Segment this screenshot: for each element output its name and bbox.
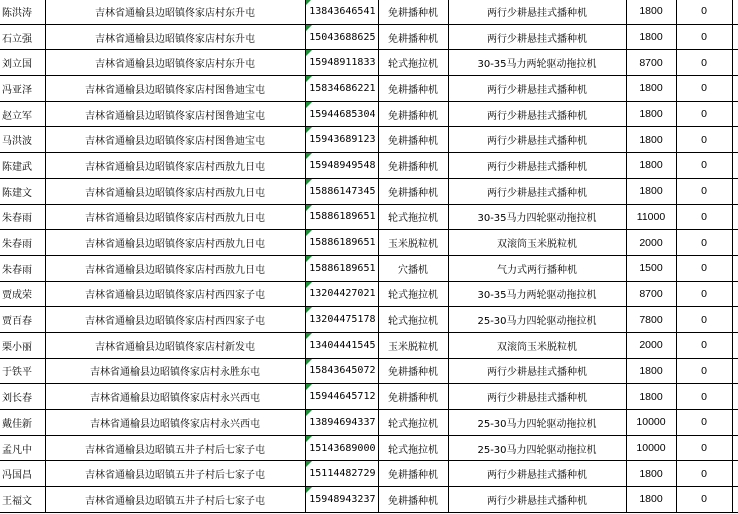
number-as-text-indicator-icon: [306, 487, 312, 493]
table-row: [0, 435, 738, 461]
name-cell[interactable]: 陈建武: [0, 153, 45, 179]
phone-cell[interactable]: [305, 255, 378, 281]
number-as-text-indicator-icon: [306, 436, 312, 442]
address-cell[interactable]: 吉林省通榆县边昭镇五井子村后七家子屯: [45, 461, 305, 487]
name-cell[interactable]: 孟凡中: [0, 435, 45, 461]
number-as-text-indicator-icon: [306, 282, 312, 288]
extra-value-cell[interactable]: 0: [676, 358, 732, 384]
phone-text: 15944685304: [309, 108, 376, 120]
price-cell[interactable]: 1800: [626, 0, 676, 24]
name-cell[interactable]: 陈建文: [0, 178, 45, 204]
extra-value-cell[interactable]: 0: [676, 255, 732, 281]
extra-value-cell[interactable]: 0: [676, 24, 732, 50]
table-row: [0, 307, 738, 333]
name-cell[interactable]: 陈洪涛: [0, 0, 45, 24]
machine-type-cell[interactable]: 玉米脱粒机: [378, 230, 448, 256]
phone-cell[interactable]: [305, 76, 378, 102]
name-cell[interactable]: 贾成荣: [0, 281, 45, 307]
address-cell[interactable]: 吉林省通榆县边昭镇佟家店村图鲁迪宝屯: [45, 101, 305, 127]
machine-type-cell[interactable]: 轮式拖拉机: [378, 204, 448, 230]
number-as-text-indicator-icon: [306, 25, 312, 31]
machine-type-cell[interactable]: 轮式拖拉机: [378, 410, 448, 436]
machine-model-cell[interactable]: 30-35马力四轮驱动拖拉机: [448, 204, 626, 230]
table-row: [0, 101, 738, 127]
name-cell[interactable]: 冯国昌: [0, 461, 45, 487]
price-cell[interactable]: 7800: [626, 307, 676, 333]
machine-type-cell[interactable]: 轮式拖拉机: [378, 281, 448, 307]
machine-model-cell[interactable]: 25-30马力四轮驱动拖拉机: [448, 410, 626, 436]
table-row: [0, 153, 738, 179]
number-as-text-indicator-icon: [306, 410, 312, 416]
next-column-edge[interactable]: [732, 0, 738, 24]
price-cell[interactable]: 11000: [626, 204, 676, 230]
phone-cell[interactable]: [305, 153, 378, 179]
price-cell[interactable]: 8700: [626, 50, 676, 76]
name-cell[interactable]: 石立强: [0, 24, 45, 50]
machine-model-cell[interactable]: 两行少耕悬挂式播种机: [448, 127, 626, 153]
machine-model-cell[interactable]: 两行少耕悬挂式播种机: [448, 101, 626, 127]
name-cell[interactable]: 赵立军: [0, 101, 45, 127]
machine-type-cell[interactable]: 免耕播种机: [378, 461, 448, 487]
machine-model-cell[interactable]: 两行少耕悬挂式播种机: [448, 24, 626, 50]
name-cell[interactable]: 贾百春: [0, 307, 45, 333]
next-column-edge[interactable]: [732, 76, 738, 102]
phone-text: 15886147345: [309, 185, 376, 197]
next-column-edge[interactable]: [732, 50, 738, 76]
phone-text: 15114482729: [309, 468, 376, 480]
machine-type-cell[interactable]: 免耕播种机: [378, 358, 448, 384]
table-row: [0, 332, 738, 358]
machine-model-cell[interactable]: 25-30马力四轮驱动拖拉机: [448, 307, 626, 333]
table-row: [0, 487, 738, 513]
phone-text: 15834686221: [309, 82, 376, 94]
phone-cell[interactable]: [305, 50, 378, 76]
phone-cell[interactable]: [305, 332, 378, 358]
phone-text: 13404441545: [309, 339, 376, 351]
address-cell[interactable]: 吉林省通榆县边昭镇佟家店村永兴西屯: [45, 410, 305, 436]
phone-cell[interactable]: [305, 461, 378, 487]
machine-model-cell[interactable]: 两行少耕悬挂式播种机: [448, 178, 626, 204]
price-cell[interactable]: 1800: [626, 127, 676, 153]
address-cell[interactable]: 吉林省通榆县边昭镇佟家店村西敖九日屯: [45, 178, 305, 204]
price-cell[interactable]: 1800: [626, 24, 676, 50]
phone-cell[interactable]: [305, 178, 378, 204]
table-row: [0, 410, 738, 436]
machine-model-cell[interactable]: 两行少耕悬挂式播种机: [448, 461, 626, 487]
address-cell[interactable]: 吉林省通榆县边昭镇五井子村后七家子屯: [45, 487, 305, 513]
number-as-text-indicator-icon: [306, 102, 312, 108]
table-row: [0, 0, 738, 24]
phone-text: 13204475178: [309, 314, 376, 326]
next-column-edge[interactable]: [732, 204, 738, 230]
number-as-text-indicator-icon: [306, 307, 312, 313]
number-as-text-indicator-icon: [306, 179, 312, 185]
machine-type-cell[interactable]: 免耕播种机: [378, 127, 448, 153]
phone-cell[interactable]: [305, 307, 378, 333]
address-cell[interactable]: 吉林省通榆县边昭镇佟家店村西四家子屯: [45, 281, 305, 307]
next-column-edge[interactable]: [732, 153, 738, 179]
machine-type-cell[interactable]: 玉米脱粒机: [378, 332, 448, 358]
phone-cell[interactable]: [305, 281, 378, 307]
table-row: [0, 358, 738, 384]
address-cell[interactable]: 吉林省通榆县边昭镇佟家店村东升屯: [45, 0, 305, 24]
name-cell[interactable]: 朱春雨: [0, 204, 45, 230]
price-cell[interactable]: 8700: [626, 281, 676, 307]
phone-text: 15886189651: [309, 262, 376, 274]
next-column-edge[interactable]: [732, 487, 738, 513]
machine-model-cell[interactable]: 两行少耕悬挂式播种机: [448, 358, 626, 384]
phone-text: 13843646541: [309, 5, 376, 17]
price-cell[interactable]: 1800: [626, 384, 676, 410]
phone-text: 15886189651: [309, 237, 376, 249]
extra-value-cell[interactable]: 0: [676, 435, 732, 461]
name-cell[interactable]: 刘立国: [0, 50, 45, 76]
number-as-text-indicator-icon: [306, 76, 312, 82]
machine-model-cell[interactable]: 双滚筒玉米脱粒机: [448, 332, 626, 358]
name-cell[interactable]: 朱春雨: [0, 255, 45, 281]
table-row: [0, 255, 738, 281]
phone-text: 15886189651: [309, 211, 376, 223]
machine-type-cell[interactable]: 免耕播种机: [378, 0, 448, 24]
next-column-edge[interactable]: [732, 127, 738, 153]
address-cell[interactable]: 吉林省通榆县边昭镇佟家店村东升屯: [45, 50, 305, 76]
name-cell[interactable]: 于铁平: [0, 358, 45, 384]
machine-model-cell[interactable]: 25-30马力四轮驱动拖拉机: [448, 435, 626, 461]
next-column-edge[interactable]: [732, 281, 738, 307]
extra-value-cell[interactable]: 0: [676, 127, 732, 153]
phone-text: 15948911833: [309, 57, 376, 69]
table-row: [0, 50, 738, 76]
table-row: [0, 230, 738, 256]
next-column-edge[interactable]: [732, 461, 738, 487]
price-cell[interactable]: 10000: [626, 435, 676, 461]
next-column-edge[interactable]: [732, 307, 738, 333]
address-cell[interactable]: 吉林省通榆县边昭镇五井子村后七家子屯: [45, 435, 305, 461]
price-cell[interactable]: 1800: [626, 358, 676, 384]
machine-type-cell[interactable]: 免耕播种机: [378, 487, 448, 513]
price-cell[interactable]: 1800: [626, 178, 676, 204]
name-cell[interactable]: 栗小丽: [0, 332, 45, 358]
machine-model-cell[interactable]: 两行少耕悬挂式播种机: [448, 153, 626, 179]
phone-cell[interactable]: [305, 230, 378, 256]
phone-text: 15943689123: [309, 134, 376, 146]
table-row: [0, 178, 738, 204]
machine-type-cell[interactable]: 免耕播种机: [378, 153, 448, 179]
phone-cell[interactable]: [305, 435, 378, 461]
next-column-edge[interactable]: [732, 358, 738, 384]
number-as-text-indicator-icon: [306, 127, 312, 133]
machine-model-cell[interactable]: 两行少耕悬挂式播种机: [448, 487, 626, 513]
address-cell[interactable]: 吉林省通榆县边昭镇佟家店村西敖九日屯: [45, 255, 305, 281]
number-as-text-indicator-icon: [306, 230, 312, 236]
name-cell[interactable]: 王福文: [0, 487, 45, 513]
machine-type-cell[interactable]: 轮式拖拉机: [378, 307, 448, 333]
table-row: [0, 76, 738, 102]
phone-text: 13204427021: [309, 288, 376, 300]
address-cell[interactable]: 吉林省通榆县边昭镇佟家店村西敖九日屯: [45, 230, 305, 256]
extra-value-cell[interactable]: 0: [676, 332, 732, 358]
phone-cell[interactable]: [305, 384, 378, 410]
next-column-edge[interactable]: [732, 230, 738, 256]
phone-cell[interactable]: [305, 127, 378, 153]
machine-model-cell[interactable]: 30-35马力两轮驱动拖拉机: [448, 281, 626, 307]
price-cell[interactable]: 1500: [626, 255, 676, 281]
number-as-text-indicator-icon: [306, 153, 312, 159]
next-column-edge[interactable]: [732, 255, 738, 281]
name-cell[interactable]: 冯亚泽: [0, 76, 45, 102]
machine-type-cell[interactable]: 免耕播种机: [378, 101, 448, 127]
phone-text: 15043688625: [309, 31, 376, 43]
machine-model-cell[interactable]: 双滚筒玉米脱粒机: [448, 230, 626, 256]
price-cell[interactable]: 1800: [626, 101, 676, 127]
number-as-text-indicator-icon: [306, 384, 312, 390]
phone-cell[interactable]: [305, 358, 378, 384]
address-cell[interactable]: 吉林省通榆县边昭镇佟家店村永兴西屯: [45, 384, 305, 410]
next-column-edge[interactable]: [732, 178, 738, 204]
phone-cell[interactable]: [305, 204, 378, 230]
number-as-text-indicator-icon: [306, 256, 312, 262]
extra-value-cell[interactable]: 0: [676, 410, 732, 436]
extra-value-cell[interactable]: 0: [676, 281, 732, 307]
extra-value-cell[interactable]: 0: [676, 50, 732, 76]
phone-cell[interactable]: [305, 410, 378, 436]
phone-text: 15843645072: [309, 365, 376, 377]
machine-type-cell[interactable]: 穴播机: [378, 255, 448, 281]
phone-cell[interactable]: [305, 487, 378, 513]
address-cell[interactable]: 吉林省通榆县边昭镇佟家店村永胜东屯: [45, 358, 305, 384]
address-cell[interactable]: 吉林省通榆县边昭镇佟家店村新发屯: [45, 332, 305, 358]
extra-value-cell[interactable]: 0: [676, 101, 732, 127]
next-column-edge[interactable]: [732, 384, 738, 410]
extra-value-cell[interactable]: 0: [676, 0, 732, 24]
table-row: [0, 384, 738, 410]
address-cell[interactable]: 吉林省通榆县边昭镇佟家店村西敖九日屯: [45, 204, 305, 230]
number-as-text-indicator-icon: [306, 359, 312, 365]
phone-text: 15143689000: [309, 442, 376, 454]
name-cell[interactable]: 朱春雨: [0, 230, 45, 256]
phone-text: 13894694337: [309, 416, 376, 428]
number-as-text-indicator-icon: [306, 0, 312, 5]
phone-text: 15944645712: [309, 391, 376, 403]
extra-value-cell[interactable]: 0: [676, 230, 732, 256]
name-cell[interactable]: 马洪波: [0, 127, 45, 153]
phone-cell[interactable]: [305, 101, 378, 127]
machine-type-cell[interactable]: 免耕播种机: [378, 384, 448, 410]
phone-text: 15948949548: [309, 159, 376, 171]
next-column-edge[interactable]: [732, 101, 738, 127]
number-as-text-indicator-icon: [306, 333, 312, 339]
next-column-edge[interactable]: [732, 332, 738, 358]
price-cell[interactable]: 2000: [626, 332, 676, 358]
next-column-edge[interactable]: [732, 24, 738, 50]
extra-value-cell[interactable]: 0: [676, 461, 732, 487]
table-row: [0, 281, 738, 307]
address-cell[interactable]: 吉林省通榆县边昭镇佟家店村西四家子屯: [45, 307, 305, 333]
table-row: [0, 127, 738, 153]
price-cell[interactable]: 10000: [626, 410, 676, 436]
next-column-edge[interactable]: [732, 410, 738, 436]
extra-value-cell[interactable]: 0: [676, 204, 732, 230]
extra-value-cell[interactable]: 0: [676, 384, 732, 410]
address-cell[interactable]: 吉林省通榆县边昭镇佟家店村图鲁迪宝屯: [45, 76, 305, 102]
phone-text: 15948943237: [309, 493, 376, 505]
phone-cell[interactable]: [305, 0, 378, 24]
machine-type-cell[interactable]: 免耕播种机: [378, 76, 448, 102]
extra-value-cell[interactable]: 0: [676, 307, 732, 333]
extra-value-cell[interactable]: 0: [676, 487, 732, 513]
machine-model-cell[interactable]: 30-35马力两轮驱动拖拉机: [448, 50, 626, 76]
machine-type-cell[interactable]: 轮式拖拉机: [378, 435, 448, 461]
machine-type-cell[interactable]: 免耕播种机: [378, 178, 448, 204]
table-row: [0, 461, 738, 487]
machine-type-cell[interactable]: 轮式拖拉机: [378, 50, 448, 76]
price-cell[interactable]: 1800: [626, 76, 676, 102]
address-cell[interactable]: 吉林省通榆县边昭镇佟家店村图鲁迪宝屯: [45, 127, 305, 153]
price-cell[interactable]: 1800: [626, 153, 676, 179]
machine-model-cell[interactable]: 两行少耕悬挂式播种机: [448, 0, 626, 24]
address-cell[interactable]: 吉林省通榆县边昭镇佟家店村西敖九日屯: [45, 153, 305, 179]
price-cell[interactable]: 2000: [626, 230, 676, 256]
name-cell[interactable]: 戴佳新: [0, 410, 45, 436]
machine-model-cell[interactable]: 两行少耕悬挂式播种机: [448, 76, 626, 102]
next-column-edge[interactable]: [732, 435, 738, 461]
machine-model-cell[interactable]: 两行少耕悬挂式播种机: [448, 384, 626, 410]
name-cell[interactable]: 刘长春: [0, 384, 45, 410]
number-as-text-indicator-icon: [306, 461, 312, 467]
table-row: [0, 204, 738, 230]
extra-value-cell[interactable]: 0: [676, 153, 732, 179]
machine-type-cell[interactable]: 免耕播种机: [378, 24, 448, 50]
address-cell[interactable]: 吉林省通榆县边昭镇佟家店村东升屯: [45, 24, 305, 50]
price-cell[interactable]: 1800: [626, 487, 676, 513]
number-as-text-indicator-icon: [306, 50, 312, 56]
extra-value-cell[interactable]: 0: [676, 178, 732, 204]
price-cell[interactable]: 1800: [626, 461, 676, 487]
number-as-text-indicator-icon: [306, 205, 312, 211]
machine-model-cell[interactable]: 气力式两行播种机: [448, 255, 626, 281]
extra-value-cell[interactable]: 0: [676, 76, 732, 102]
table-row: [0, 24, 738, 50]
phone-cell[interactable]: [305, 24, 378, 50]
